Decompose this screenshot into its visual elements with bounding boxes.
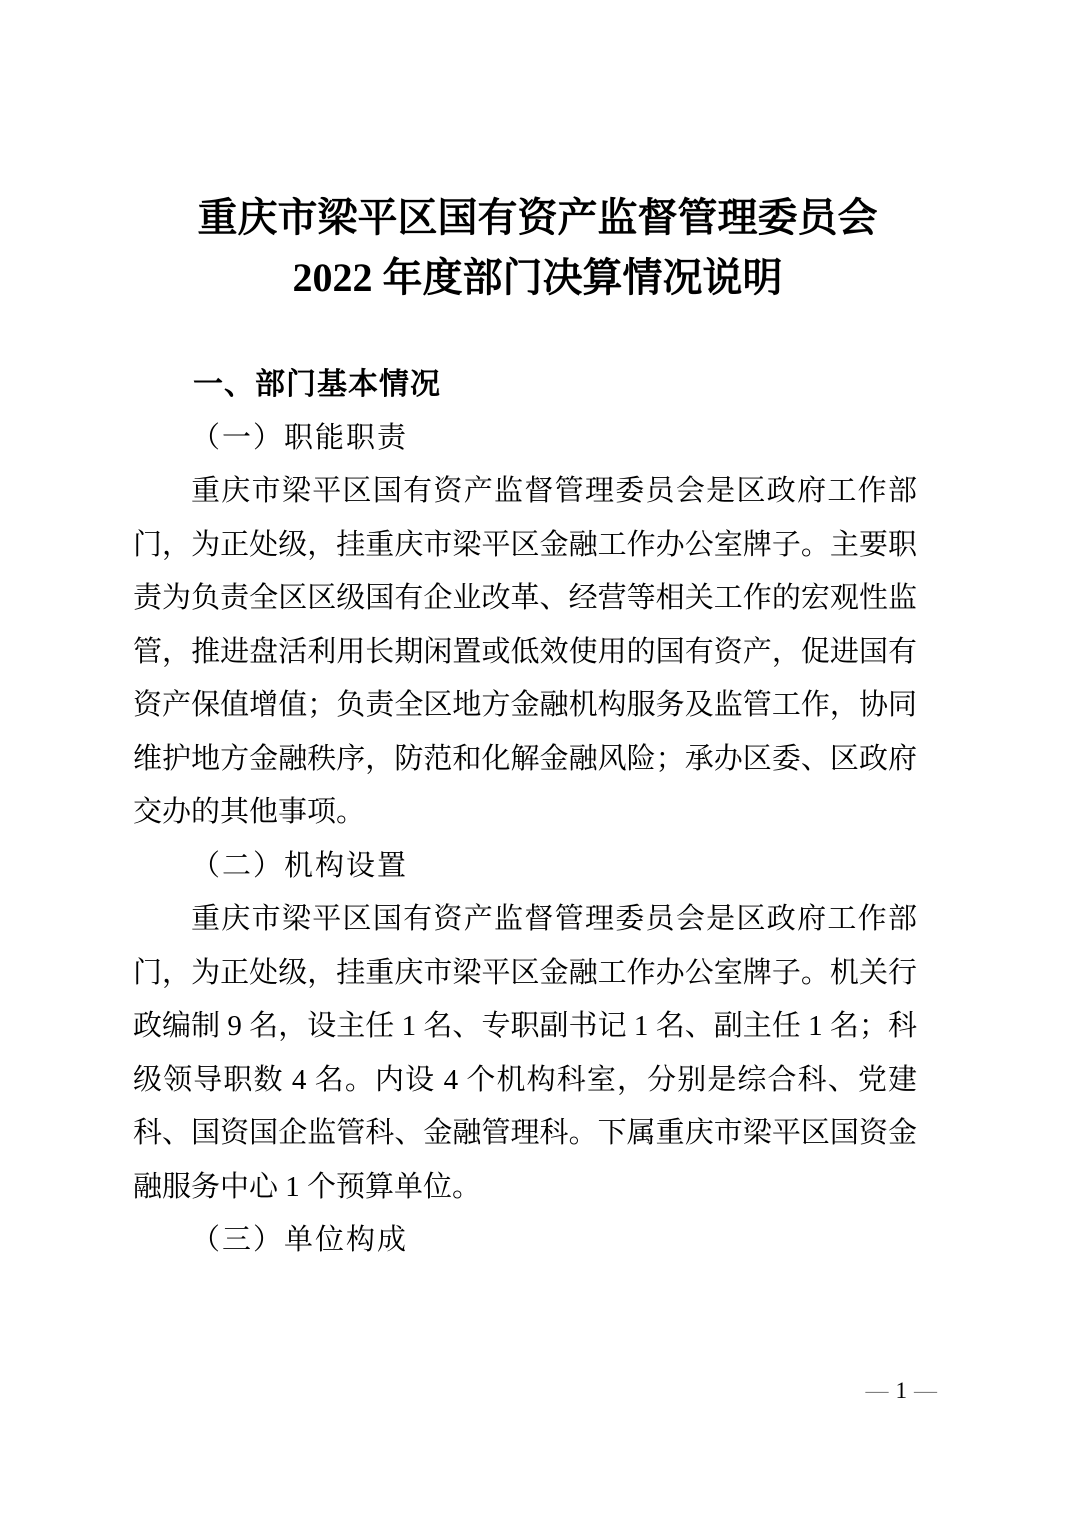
document-title xyxy=(0,188,1075,308)
document-body xyxy=(133,358,917,1268)
subsection-3-heading: （三）单位构成 xyxy=(191,1224,409,1256)
page-number-right-dash: — xyxy=(914,1378,937,1403)
page-number-left-dash: — xyxy=(865,1378,889,1403)
page-number: 1 xyxy=(895,1378,907,1403)
subsection-1-paragraph: 重庆市梁平区国有资产监督管理委员会是区政府工作部门，为正处级，挂重庆市梁平区金融工作办公室牌子。主要职责为负责全区区级国有企业改革、经营等相关工作的宏观性监管，推进盘活利用长期闲置或低效使用的国有资产，促进国有资产保值增值；负责全区地方金融机构服务及监管工作，协同维护地方金融秩序，防范和化解金融风险；承办区委、区政府交办的其他事项。 xyxy=(133,475,917,828)
subsection-2-heading: （二）机构设置 xyxy=(191,849,409,882)
subsection-1-heading: （一）职能职责 xyxy=(191,421,409,454)
section-1-heading: 一、部门基本情况 xyxy=(193,368,441,401)
page-footer xyxy=(866,1378,938,1404)
document-title-line-1: 重庆市梁平区国有资产监督管理委员会 xyxy=(197,195,878,240)
subsection-2-paragraph: 重庆市梁平区国有资产监督管理委员会是区政府工作部门，为正处级，挂重庆市梁平区金融工作办公室牌子。机关行政编制 9 名，设主任 1 名、专职副书记 1 名、副主任 1 名；科级领导职数 4 名。内设 4 个机构科室，分别是综合科、党建科、国资国企监管科、金融管理科。下属重庆市梁平区国资金融服务中心 1 个预算单位。 xyxy=(133,903,917,1203)
document-title-line-2: 2022 年度部门决算情况说明 xyxy=(292,255,783,300)
